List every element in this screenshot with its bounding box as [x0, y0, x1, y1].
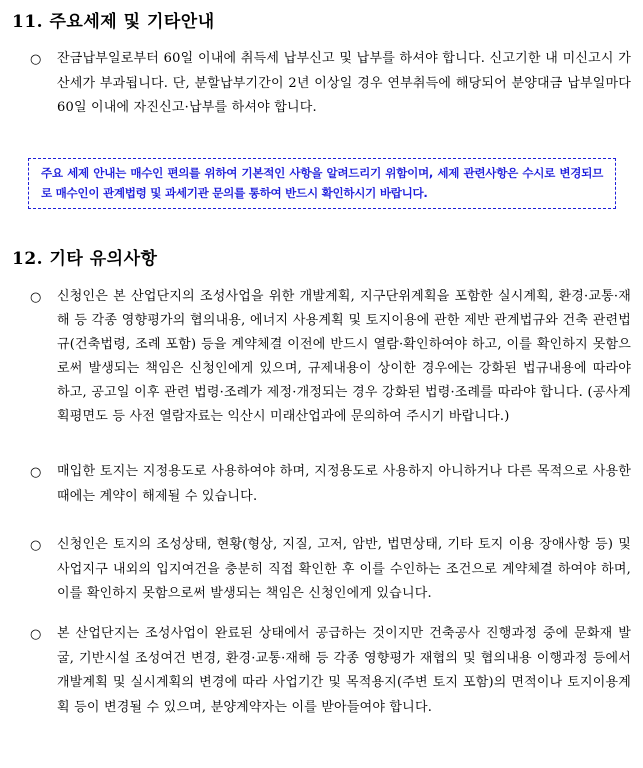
list-item — [30, 622, 631, 720]
section-11-title: 11. 주요세제 및 기타안내 — [12, 12, 215, 32]
tax-info-item — [30, 47, 631, 121]
list-item — [30, 460, 631, 509]
bullet-circle-icon: ○ — [30, 465, 42, 480]
list-item-text: 신청인은 본 산업단지의 조성사업을 위한 개발계획, 지구단위계획을 포함한 실시계획, 환경·교통·재해 등 각종 영향평가의 협의내용, 에너지 사용계획 및 토지이용에 관한 제반 관계법규와 건축 관련법규(건축법령, 조례 포함) 등을 계약체결 이전에 반드시 열람·확인하여야 하고, 이를 확인하지 못함으로써 발생되는 책임은 신청인에게 있으며, 규제내용이 상이한 경우에는 강화된 법규내용에 따라야 하고, 공고일 이후 관련 법령·조례가 제정·개정되는 경우 강화된 법령·조례를 따라야 합니다. (공사계획평면도 등 사전 열람자료는 익산시 미래산업과에 문의하여 주시기 바랍니다.) — [57, 289, 631, 424]
list-item-text: 매입한 토지는 지정용도로 사용하여야 하며, 지정용도로 사용하지 아니하거나 다른 목적으로 사용한 때에는 계약이 해제될 수 있습니다. — [57, 464, 631, 504]
bullet-circle-icon: ○ — [30, 290, 42, 305]
list-item — [30, 285, 631, 429]
section-12-title: 12. 기타 유의사항 — [12, 249, 158, 269]
list-item-text: 본 산업단지는 조성사업이 완료된 상태에서 공급하는 것이지만 건축공사 진행과정 중에 문화재 발굴, 기반시설 조성여건 변경, 환경·교통·재해 등 각종 영향평가 재협의 및 협의내용 이행과정 등에서 개발계획 및 실시계획의 변경에 따라 사업기간 및 목적용지(주변 토지 포함)의 면적이나 토지이용계획 등이 변경될 수 있으며, 분양계약자는 이를 받아들여야 합니다. — [57, 626, 631, 715]
bullet-circle-icon: ○ — [30, 627, 42, 642]
tax-info-text: 잔금납부일로부터 60일 이내에 취득세 납부신고 및 납부를 하셔야 합니다. 신고기한 내 미신고시 가산세가 부과됩니다. 단, 분할납부기간이 2년 이상일 경우 연부취득에 해당되어 분양대금 납부일마다 60일 이내에 자진신고·납부를 하셔야 합니다. — [57, 51, 631, 115]
bullet-circle-icon: ○ — [30, 538, 42, 553]
bullet-circle-icon: ○ — [30, 52, 42, 67]
tax-notice-box: 주요 세제 안내는 매수인 편의를 위하여 기본적인 사항을 알려드리기 위함이며, 세제 관련사항은 수시로 변경되므로 매수인이 관계법령 및 과세기관 문의를 통하여 반드시 확인하시기 바랍니다. — [28, 158, 616, 209]
list-item-text: 신청인은 토지의 조성상태, 현황(형상, 지질, 고저, 암반, 법면상태, 기타 토지 이용 장애사항 등) 및 사업지구 내외의 입지여건을 충분히 직접 확인한 후 이를 수인하는 조건으로 계약체결 하여야 하며, 이를 확인하지 못함으로써 발생되는 책임은 신청인에게 있습니다. — [57, 537, 631, 601]
list-item — [30, 533, 631, 607]
